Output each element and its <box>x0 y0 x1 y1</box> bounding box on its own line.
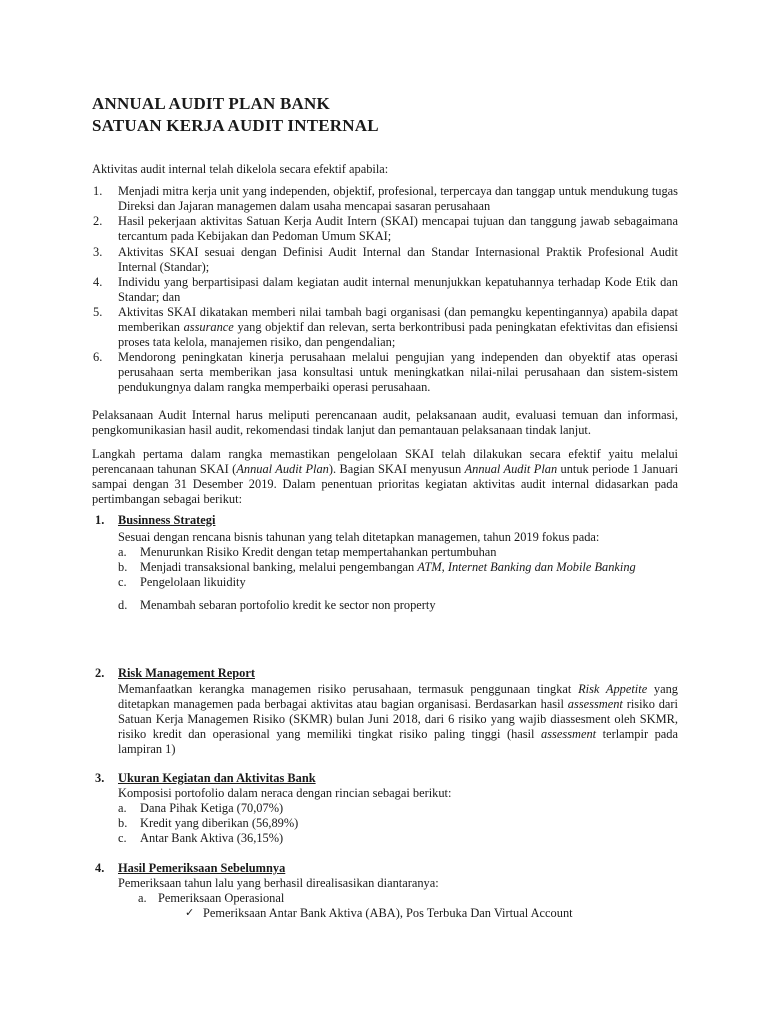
sub-item: Pemeriksaan Operasional <box>158 891 285 905</box>
section-3-heading: Ukuran Kegiatan dan Aktivitas Bank <box>118 771 316 785</box>
list-item: Aktivitas SKAI dikatakan memberi nilai tambah bagi organisasi (dan pemangku kepentingannya) apabila dapat memberikan assurance yang objektif dan relevan, serta berkontribusi pada peningkatan efektivitas dan efisiensi proses tata kelola, manajemen risiko, dan pengendalian; <box>118 305 678 349</box>
sub-item: Pengelolaan likuidity <box>140 575 246 589</box>
sub-item-letter: c. <box>118 575 127 589</box>
section-4-number: 4. <box>95 861 105 875</box>
section-2-number: 2. <box>95 666 105 680</box>
document-title-line-1: ANNUAL AUDIT PLAN BANK <box>92 94 330 113</box>
sub-item-letter: c. <box>118 831 127 845</box>
sub-item: Kredit yang diberikan (56,89%) <box>140 816 299 830</box>
list-item: Individu yang berpartisipasi dalam kegiatan audit internal menunjukkan kepatuhannya terhadap Kode Etik dan Standar; dan <box>118 275 678 304</box>
list-item: Hasil pekerjaan aktivitas Satuan Kerja Audit Intern (SKAI) mencapai tujuan dan tanggung jawab sebagaimana tercantum pada Kebijakan dan Pedoman Umum SKAI; <box>118 214 678 243</box>
sub-item: Menurunkan Risiko Kredit dengan tetap mempertahankan pertumbuhan <box>140 545 497 559</box>
sub-item: Menambah sebaran portofolio kredit ke sector non property <box>140 598 436 612</box>
section-3-description: Komposisi portofolio dalam neraca dengan rincian sebagai berikut: <box>118 786 452 800</box>
paragraph-annual-plan: Langkah pertama dalam rangka memastikan pengelolaan SKAI telah dilakukan secara efektif yaitu melalui perencanaan tahunan SKAI (Annual Audit Plan). Bagian SKAI menyusun Annual Audit Plan untuk periode 1 Januari sampai dengan 31 Desember 2019. Dalam penentuan prioritas kegiatan aktivitas audit internal didasarkan pada pertimbangan sebagai berikut: <box>92 447 679 506</box>
section-4-description: Pemeriksaan tahun lalu yang berhasil direalisasikan diantaranya: <box>118 876 439 890</box>
sub-item: Menjadi transaksional banking, melalui pengembangan ATM, Internet Banking dan Mobile Banking <box>140 560 636 574</box>
checked-sub-item: Pemeriksaan Antar Bank Aktiva (ABA), Pos Terbuka Dan Virtual Account <box>203 906 573 920</box>
section-3-number: 3. <box>95 771 105 785</box>
paragraph-audit-scope: Pelaksanaan Audit Internal harus meliputi perencanaan audit, pelaksanaan audit, evaluasi temuan dan informasi, pengkomunikasian hasil audit, rekomendasi tindak lanjut dan pemantauan pelaksanaan tindak lanjut. <box>92 408 678 437</box>
list-item: Menjadi mitra kerja unit yang independen, objektif, profesional, terpercaya dan tanggap untuk mendukung tugas Direksi dan Jajaran managemen dalam usaha mencapai sasaran perusahaan <box>118 184 678 213</box>
sub-item-letter: a. <box>138 891 147 905</box>
sub-item-letter: b. <box>118 816 128 830</box>
sub-item: Antar Bank Aktiva (36,15%) <box>140 831 284 845</box>
sub-item-letter: b. <box>118 560 128 574</box>
sub-item-letter: d. <box>118 598 128 612</box>
section-1-description: Sesuai dengan rencana bisnis tahunan yang telah ditetapkan managemen, tahun 2019 fokus pada: <box>118 530 600 544</box>
document-title-line-2: SATUAN KERJA AUDIT INTERNAL <box>92 116 379 135</box>
checkmark-icon: ✓ <box>185 907 195 919</box>
list-number: 5. <box>93 305 103 319</box>
section-2-heading: Risk Management Report <box>118 666 255 680</box>
intro-text: Aktivitas audit internal telah dikelola secara efektif apabila: <box>92 162 389 176</box>
list-number: 6. <box>93 350 103 364</box>
list-number: 1. <box>93 184 103 198</box>
list-number: 3. <box>93 245 103 259</box>
sub-item: Dana Pihak Ketiga (70,07%) <box>140 801 284 815</box>
sub-item-letter: a. <box>118 545 127 559</box>
section-1-heading: Businness Strategi <box>118 513 216 527</box>
section-2-body: Memanfaatkan kerangka managemen risiko perusahaan, termasuk penggunaan tingkat Risk Appetite yang ditetapkan managemen pada berbagai aktivitas atau bagian organisasi. Berdasarkan hasil assessment risiko dari Satuan Kerja Managemen Risiko (SKMR) bulan Juni 2018, dari 6 risiko yang wajib diassesment oleh SKMR, risiko kredit dan operasional yang memiliki tingkat risiko paling tinggi (hasil assessment terlampir pada lampiran 1) <box>118 682 679 756</box>
list-number: 2. <box>93 214 103 228</box>
list-item: Aktivitas SKAI sesuai dengan Definisi Audit Internal dan Standar Internasional Praktik Profesional Audit Internal (Standar); <box>118 245 678 274</box>
sub-item-letter: a. <box>118 801 127 815</box>
list-item: Mendorong peningkatan kinerja perusahaan melalui pengujian yang independen dan obyektif atas operasi perusahaan serta memberikan jasa konsultasi untuk meningkatkan nilai-nilai perusahaan dan sistem-sistem pendukungnya dalam rangka memperbaiki operasi perusahaan. <box>118 350 678 394</box>
section-1-number: 1. <box>95 513 105 527</box>
list-number: 4. <box>93 275 103 289</box>
section-4-heading: Hasil Pemeriksaan Sebelumnya <box>118 861 286 875</box>
